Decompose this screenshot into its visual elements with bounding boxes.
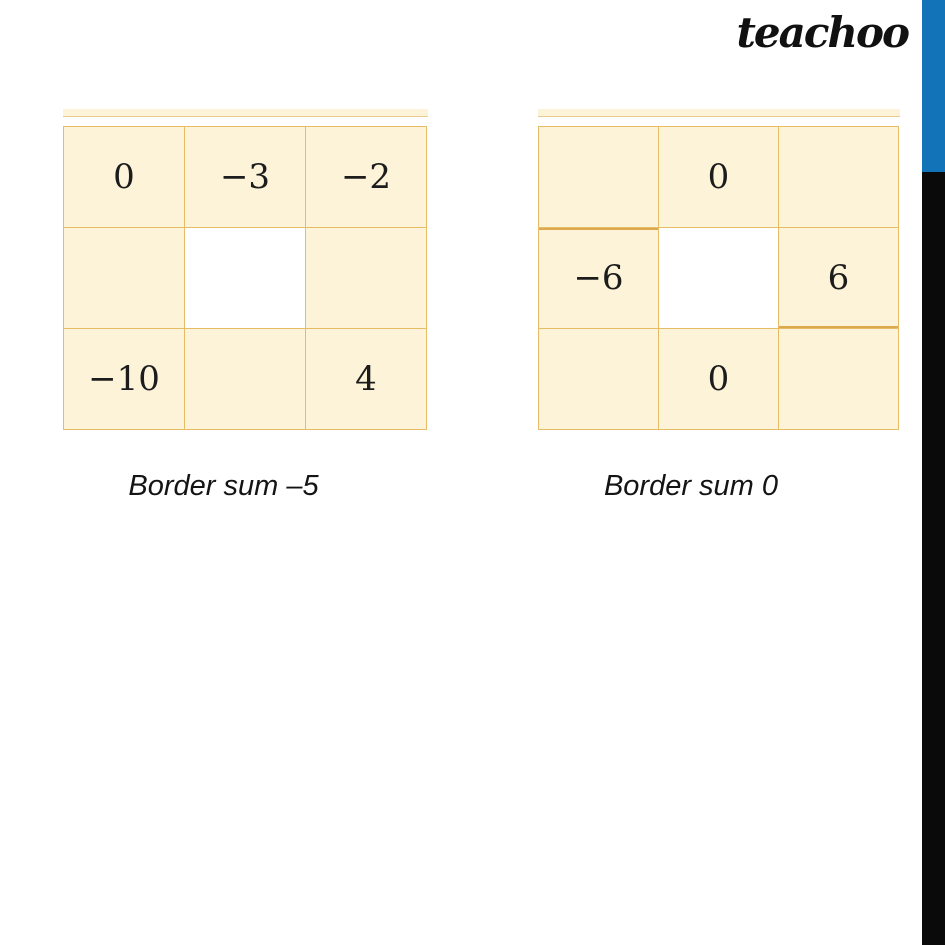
grid-center-cell bbox=[659, 228, 779, 329]
grid-cell bbox=[539, 329, 659, 430]
grid-cell: −6 bbox=[539, 228, 659, 329]
border-sum-grid-right bbox=[538, 126, 899, 430]
grid-caption-left: Border sum –5 bbox=[128, 470, 319, 502]
grid-cell: 0 bbox=[659, 127, 779, 228]
grid-cell bbox=[779, 127, 899, 228]
grid-cell bbox=[539, 127, 659, 228]
grid-cell: 0 bbox=[659, 329, 779, 430]
teachoo-logo: teachoo bbox=[736, 8, 908, 57]
blue-accent-bar bbox=[922, 0, 945, 172]
grid-cell bbox=[306, 228, 427, 329]
grid-top-strip-left bbox=[63, 109, 428, 117]
grid-center-cell bbox=[185, 228, 306, 329]
grid-caption-right: Border sum 0 bbox=[603, 470, 779, 502]
grid-cell: 4 bbox=[306, 329, 427, 430]
grid-cell: −2 bbox=[306, 127, 427, 228]
grid-cell bbox=[64, 228, 185, 329]
grid-cell: −3 bbox=[185, 127, 306, 228]
black-accent-bar bbox=[922, 172, 945, 945]
grid-cell: 0 bbox=[64, 127, 185, 228]
grid-cell: −10 bbox=[64, 329, 185, 430]
border-sum-grid-left bbox=[63, 126, 427, 430]
grid-cell: 6 bbox=[779, 228, 899, 329]
grid-top-strip-right bbox=[538, 109, 900, 117]
grid-cell bbox=[779, 329, 899, 430]
grid-cell bbox=[185, 329, 306, 430]
